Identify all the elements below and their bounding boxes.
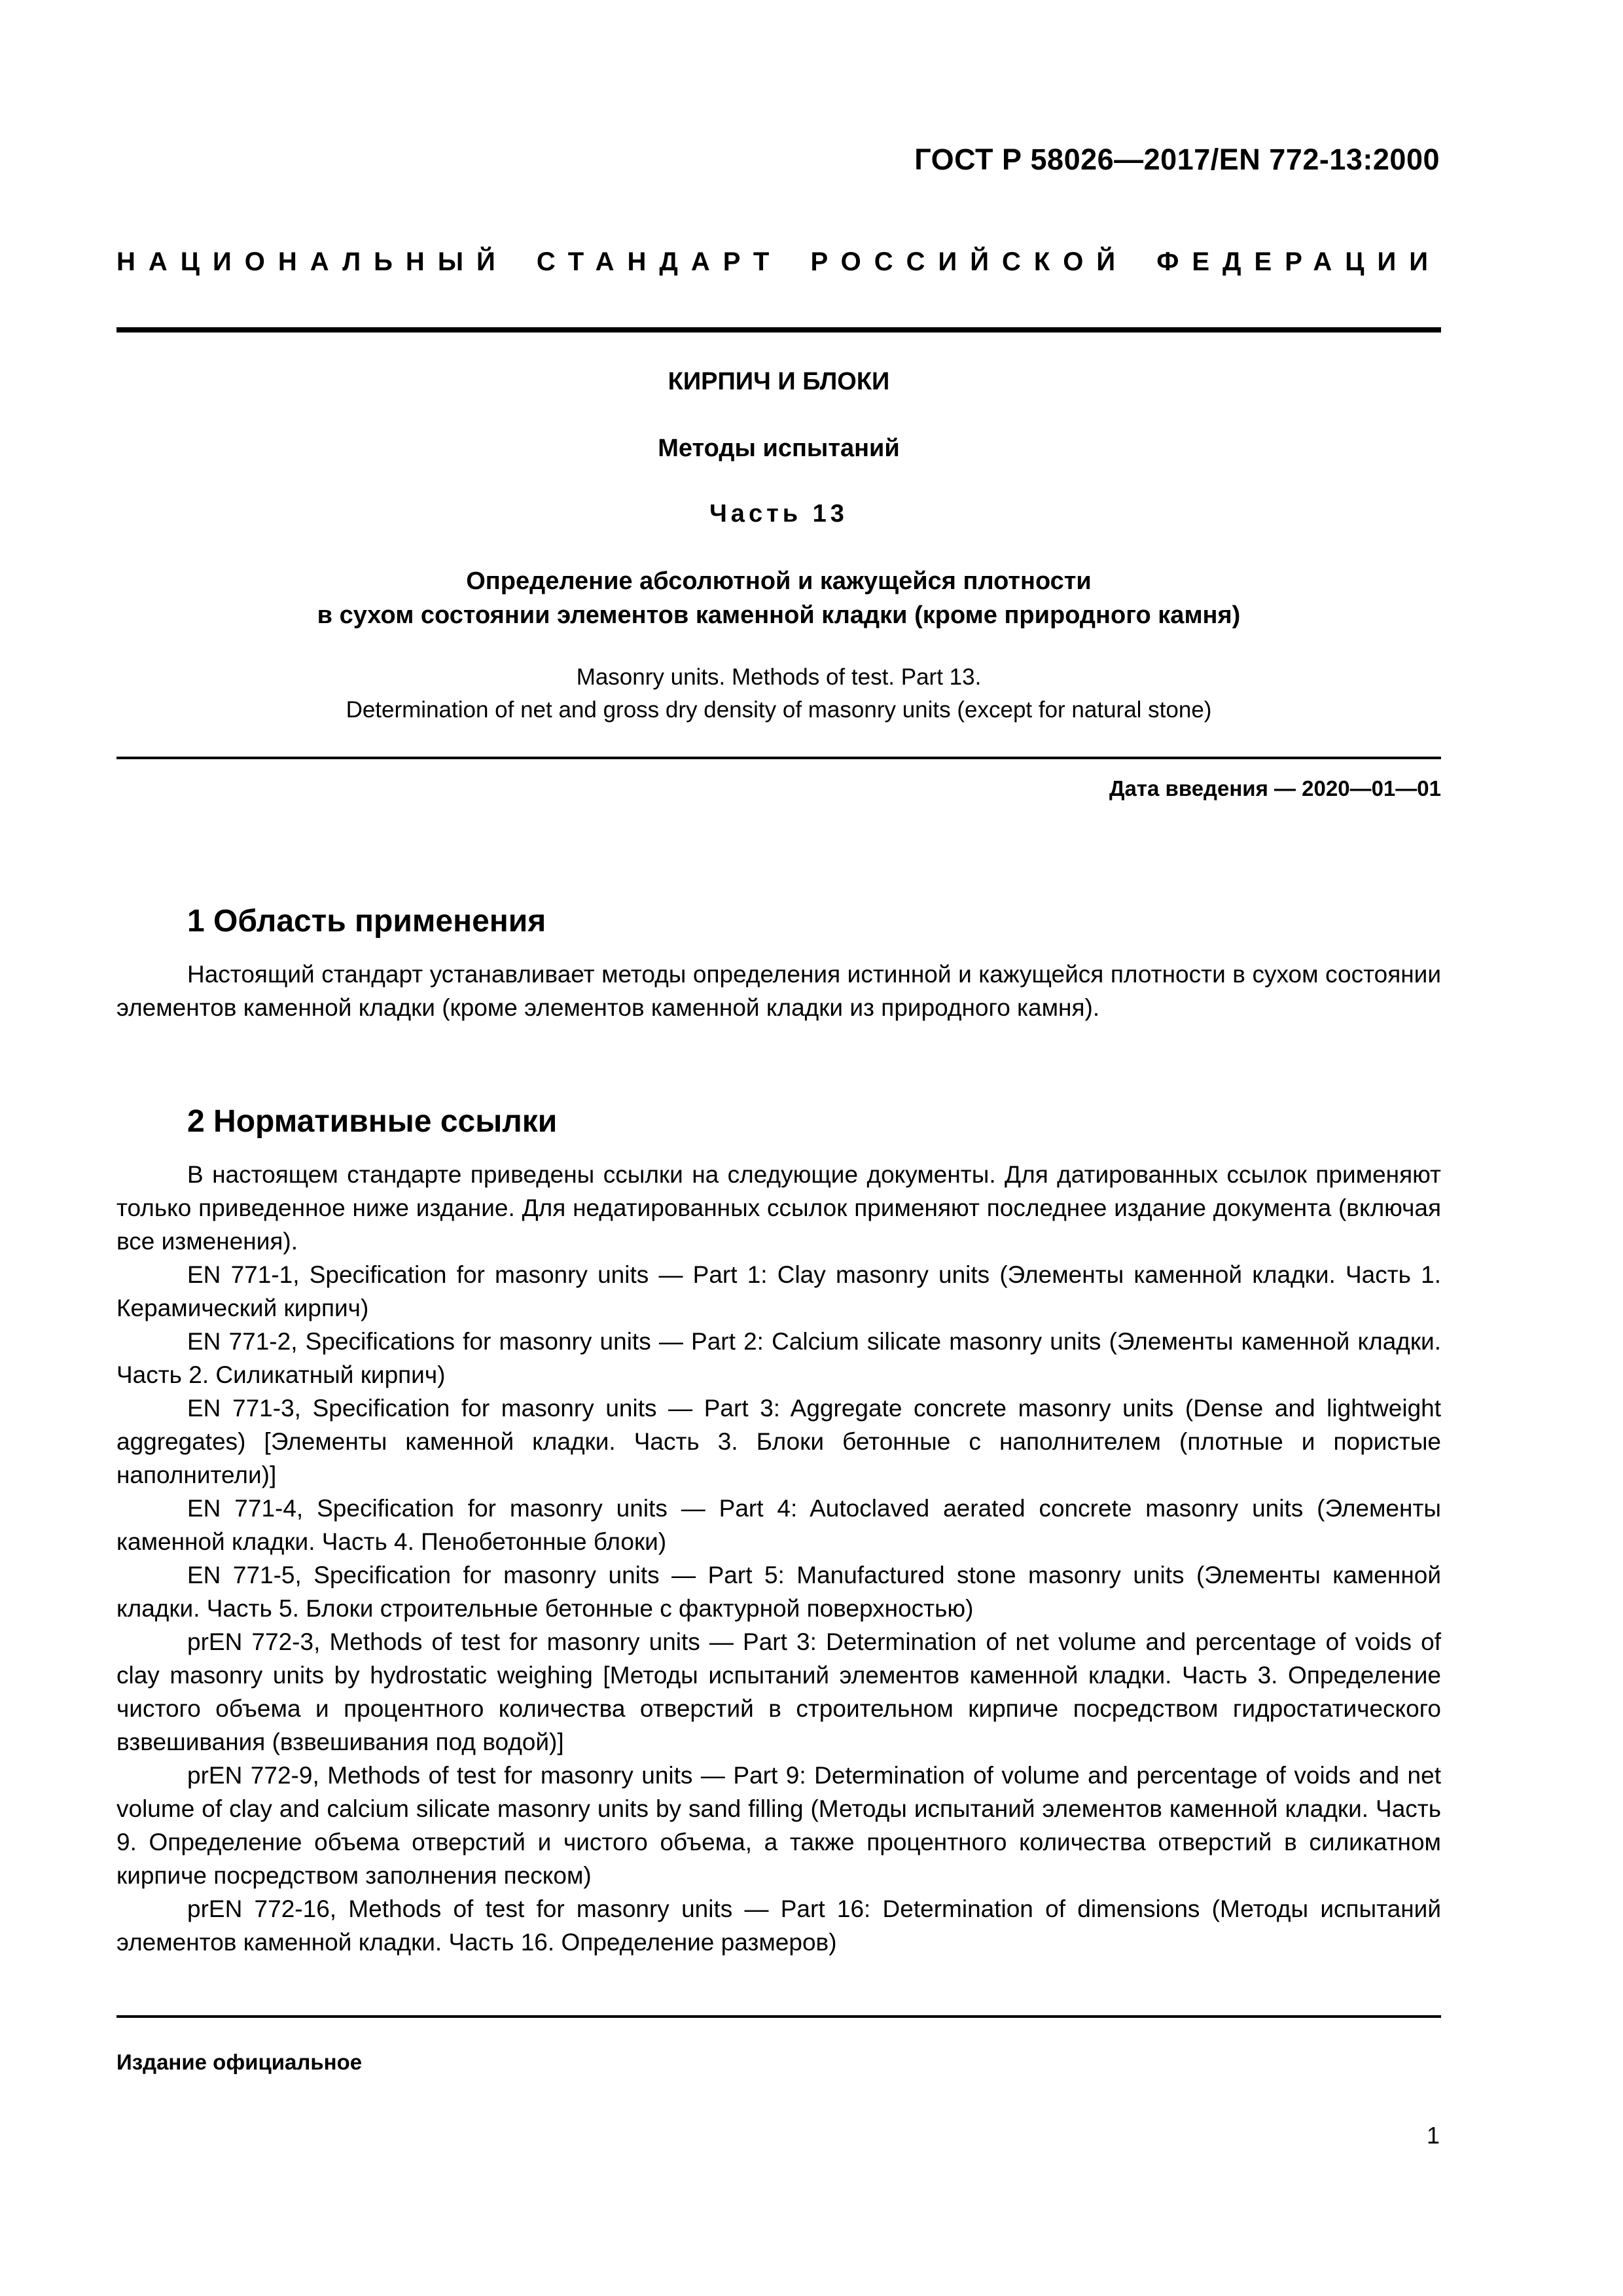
introduction-date: Дата введения — 2020—01—01 (1109, 776, 1441, 800)
footer-divider (116, 2015, 1441, 2018)
official-edition-label: Издание официальное (116, 2050, 363, 2074)
section-1-heading: 1 Область применения (187, 904, 546, 939)
section-2-intro: В настоящем стандарте приведены ссылки на следующие документы. Для датированных ссылок применяют только приведенное ниже издание. Для недатированных ссылок применяют последнее издание документа (включая все изменения). (116, 1161, 1441, 1255)
section-1-body (116, 958, 1441, 1024)
standard-designation: ГОСТ Р 58026—2017/EN 772-13:2000 (914, 143, 1440, 176)
reference-item: prEN 772-16, Methods of test for masonry units — Part 16: Determination of dimensions (Методы испытаний элементов каменной кладки. Часть 16. Определение размеров) (116, 1895, 1441, 1956)
english-line-1: Masonry units. Methods of test. Part 13. (576, 664, 982, 690)
subtitle-line-1: Определение абсолютной и кажущейся плотности (466, 567, 1092, 595)
reference-item: EN 771-5, Specification for masonry units — Part 5: Manufactured stone masonry units (Элементы каменной кладки. Часть 5. Блоки строительные бетонные с фактурной поверхностью) (116, 1562, 1441, 1622)
title-part: Часть 13 (709, 500, 848, 528)
reference-item: prEN 772-9, Methods of test for masonry units — Part 9: Determination of volume and percentage of voids and net volume of clay and calcium silicate masonry units by sand filling (Методы испытаний элементов каменной кладки. Часть 9. Определение объема отверстий и чистого объема, а также процентного количества отверстий в силикатном кирпиче посредством заполнения песком) (116, 1762, 1441, 1889)
reference-item: EN 771-4, Specification for masonry units — Part 4: Autoclaved aerated concrete masonry units (Элементы каменной кладки. Часть 4. Пенобетонные блоки) (116, 1495, 1441, 1555)
page-number: 1 (1426, 2122, 1440, 2149)
title-main: КИРПИЧ И БЛОКИ (668, 368, 890, 395)
section-2-body (116, 1158, 1441, 1959)
title-divider (116, 757, 1441, 759)
title-methods: Методы испытаний (658, 435, 900, 462)
reference-item: prEN 772-3, Methods of test for masonry units — Part 3: Determination of net volume and percentage of voids of clay masonry units by hydrostatic weighing [Методы испытаний элементов каменной кладки. Часть 3. Определение чистого объема и процентного количества отверстий в строительном кирпиче посредством гидростатического взвешивания (взвешивания под водой)] (116, 1628, 1441, 1755)
subtitle-line-2: в сухом состоянии элементов каменной кладки (кроме природного камня) (317, 601, 1241, 629)
reference-item: EN 771-1, Specification for masonry units — Part 1: Clay masonry units (Элементы каменной кладки. Часть 1. Керамический кирпич) (116, 1261, 1441, 1321)
title-english (116, 661, 1441, 726)
header-divider (116, 327, 1441, 332)
national-standard-banner: НАЦИОНАЛЬНЫЙ СТАНДАРТ РОССИЙСКОЙ ФЕДЕРАЦИИ (116, 247, 1441, 276)
title-subtitle (116, 564, 1441, 632)
section-1-paragraph: Настоящий стандарт устанавливает методы определения истинной и кажущейся плотности в сухом состоянии элементов каменной кладки (кроме элементов каменной кладки из природного камня). (116, 961, 1441, 1021)
section-2-heading: 2 Нормативные ссылки (187, 1104, 558, 1139)
reference-item: EN 771-3, Specification for masonry units — Part 3: Aggregate concrete masonry units (Dense and lightweight aggregates) [Элементы каменной кладки. Часть 3. Блоки бетонные с наполнителем (плотные и пористые наполнители)] (116, 1395, 1441, 1488)
reference-item: EN 771-2, Specifications for masonry units — Part 2: Calcium silicate masonry units (Элементы каменной кладки. Часть 2. Силикатный кирпич) (116, 1328, 1441, 1388)
english-line-2: Determination of net and gross dry density of masonry units (except for natural stone) (346, 697, 1212, 723)
